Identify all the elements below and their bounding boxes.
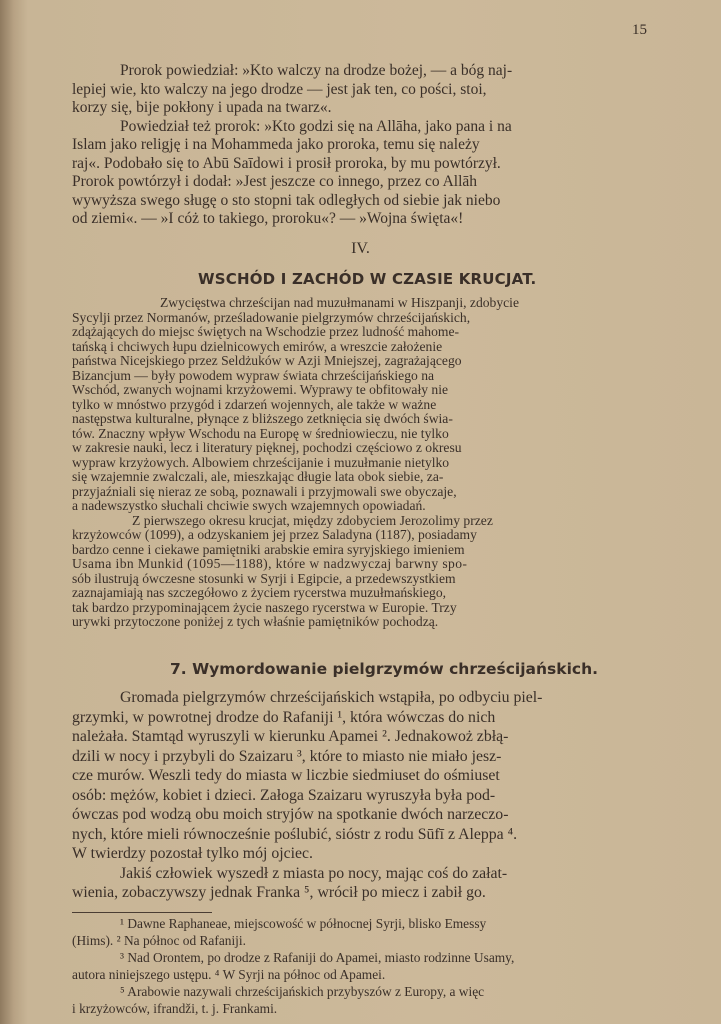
text-line: wypraw krzyżowych. Albowiem chrześcijanie i muzułmanie nietylko [72, 455, 450, 470]
text-line: Sycylji przez Normanów, prześladowanie pielgrzymów chrześcijańskich, [72, 310, 471, 325]
paragraph-crusades-intro [72, 296, 662, 630]
text-line: Bizancjum — były powodem wypraw świata chrześcijańskiego na [72, 368, 435, 383]
text-line: Islam jako religję i na Mohammeda jako proroka, temu się należy [72, 136, 480, 153]
text-line: raj«. Podobało się to Abū Saīdowi i prosił proroka, by mu powtórzył. [72, 154, 501, 172]
text-line: się wzajemnie zwalczali, ale, mieszkając długie lata obok siebie, za- [72, 470, 444, 484]
text-line: Z pierwszego okresu krucjat, między zdobyciem Jerozolimy przez [132, 513, 493, 528]
text-line: Gromada pielgrzymów chrześcijańskich wstąpiła, po odbyciu piel- [120, 689, 543, 706]
text-line: sób ilustrują ówczesne stosunki w Syrji i Egipcie, a przedewszystkiem [72, 571, 456, 586]
text-line: bardzo cenne i ciekawe pamiętniki arabskie emira syryjskiego imieniem [72, 542, 465, 557]
footnote-line: autora niniejszego ustępu. ⁴ W Syrji na północ od Apamei. [72, 967, 386, 982]
footnote-line: ¹ Dawne Raphaneae, miejscowość w północnej Syrji, blisko Emessy [120, 916, 487, 931]
text-line: a nadewszystko słuchali chciwie swych wzajemnych opowiadań. [72, 499, 426, 513]
footnote-line: (Hims). ² Na północ od Rafaniji. [72, 933, 246, 948]
footnote-line: i krzyżowców, ifrandži, t. j. Frankami. [72, 1001, 278, 1016]
text-line: przyjaźniali się nieraz ze sobą, poznawali i przyjmowali swe obyczaje, [72, 484, 457, 499]
chapter-heading: 7. Wymordowanie pielgrzymów chrześcijańskich. [170, 660, 598, 678]
text-line: Usama ibn Munkid (1095—1188), które w nadzwyczaj barwny spo- [72, 557, 468, 571]
paragraph-prophet-quote [72, 62, 662, 229]
text-line: W twierdzy pozostał tylko mój ojciec. [72, 845, 313, 862]
text-line: w zakresie nauki, lecz i literatury pięknej, pochodzi częściowo z okresu [72, 441, 462, 455]
text-line: Zwycięstwa chrześcijan nad muzułmanami w Hiszpanji, zdobycie [160, 296, 519, 310]
text-line: tańską i chciwych łupu dzielnicowych emirów, a wreszcie założenie [72, 339, 443, 354]
footnote-divider [72, 912, 212, 913]
text-line: wienia, zobaczywszy jednak Franka ⁵, wrócił po miecz i zabił go. [72, 884, 486, 901]
paragraph-pilgrims [72, 688, 662, 903]
text-line: nych, które mieli równocześnie poślubić, sióstr z rodu Sūfī z Aleppa ⁴. [72, 825, 518, 843]
text-line: należała. Stamtąd wyruszyli w kierunku Apamei ². Jednakowoż zbłą- [72, 728, 509, 745]
footnote-line: ⁵ Arabowie nazywali chrześcijańskich przybyszów z Europy, a więc [120, 984, 485, 999]
text-line: cze murów. Weszli tedy do miasta w liczbie siedmiuset do ośmiuset [72, 767, 500, 784]
text-line: ówczas pod wodzą obu moich stryjów na spotkanie dwóch narzeczo- [72, 806, 509, 823]
text-line: wywyższa swego sługę o sto stopni tak odległych od siebie jak niebo [72, 191, 501, 209]
footnotes [72, 915, 662, 1017]
text-line: Prorok powiedział: »Kto walczy na drodze bożej, — a bóg naj- [120, 62, 513, 79]
text-line: Prorok powtórzył i dodał: »Jest jeszcze co innego, przez co Allāh [72, 173, 478, 190]
text-line: zdążających do miejsc świętych na Wschodzie przez ludność mahome- [72, 325, 460, 339]
text-line: tylko w mnóstwo przygód i zdarzeń wojennych, ale także w ważne [72, 397, 437, 412]
text-line: Wschód, zwanych wojnami krzyżowemi. Wyprawy te obfitowały nie [72, 383, 449, 397]
text-line: zaznajamiają nas szczegółowo z życiem rycerstwa muzułmańskiego, [72, 586, 447, 600]
text-line: dzili w nocy i przybyli do Szaizaru ³, które to miasto nie miało jesz- [72, 747, 502, 765]
section-numeral: IV. [351, 240, 370, 257]
text-line: korzy się, bije pokłony i upada na twarz«. [72, 99, 332, 116]
text-line: grzymki, w powrotnej drodze do Rafaniji ¹, która wówczas do nich [72, 708, 496, 726]
text-line: krzyżowców (1099), a odzyskaniem jej przez Saladyna (1187), posiadamy [72, 528, 477, 542]
text-line: od ziemi«. — »I cóż to takiego, proroku«? — »Wojna święta«! [72, 210, 464, 227]
footnote-line: ³ Nad Orontem, po drodze z Rafaniji do Apamei, miasto rodzinne Usamy, [120, 950, 515, 965]
text-line: Jakiś człowiek wyszedł z miasta po nocy, mając coś do załat- [120, 864, 508, 882]
text-line: tów. Znaczny wpływ Wschodu na Europę w średniowieczu, nie tylko [72, 426, 449, 441]
text-line: Powiedział też prorok: »Kto godzi się na Allāha, jako pana i na [120, 117, 512, 135]
text-line: urywki przytoczone poniżej z tych właśnie pamiętników pochodzą. [72, 615, 439, 629]
text-line: lepiej wie, kto walczy na jego drodze — jest jak ten, co pości, stoi, [72, 80, 487, 98]
section-heading: WSCHÓD I ZACHÓD W CZASIE KRUCJAT. [198, 270, 537, 288]
text-line: państwa Nicejskiego przez Seldżuków w Azji Mniejszej, zagrażającego [72, 354, 462, 368]
text-line: osób: mężów, kobiet i dzieci. Załoga Szaizaru wyruszyła była pod- [72, 786, 496, 804]
text-line: następstwa kulturalne, płynące z bliższego zetknięcia się dwóch świa- [72, 412, 453, 426]
text-line: tak bardzo przypominającem życie naszego rycerstwa w Europie. Trzy [72, 600, 457, 615]
page-number: 15 [632, 22, 647, 38]
